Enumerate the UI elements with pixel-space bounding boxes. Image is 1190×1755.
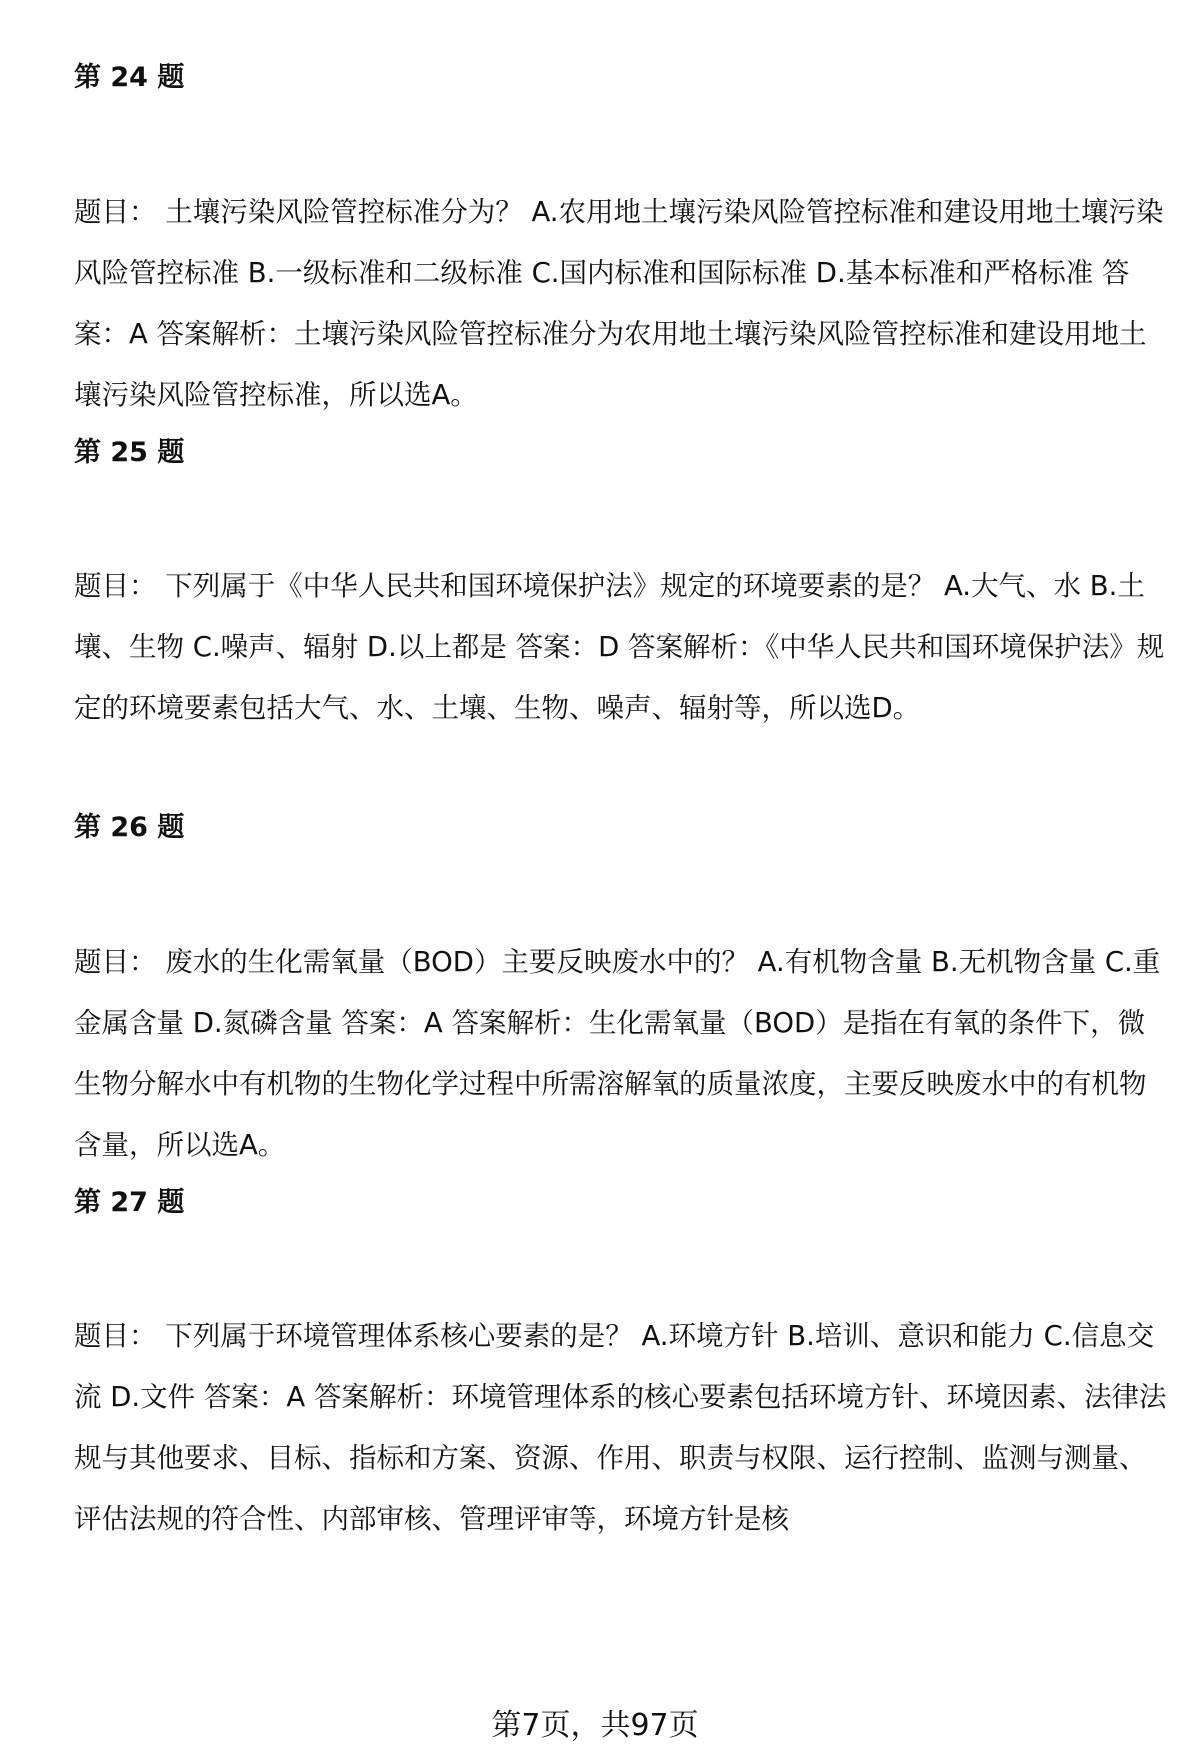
question-body: 题目： 土壤污染风险管控标准分为？ A.农用地土壤污染风险管控标准和建设用地土壤污染风险管控标准 B.一级标准和二级标准 C.国内标准和国际标准 D.基本标准和严格标准 答案：A 答案解析：土壤污染风险管控标准分为农用地土壤污染风险管控标准和建设用地土壤污染风险管控标准，所以选A。	[74, 196, 1164, 411]
question-heading: 第 25 题	[74, 437, 185, 468]
question-body: 题目： 下列属于《中华人民共和国环境保护法》规定的环境要素的是？ A.大气、水 B.土壤、生物 C.噪声、辐射 D.以上都是 答案：D 答案解析：《中华人民共和国环境保护法》规定的环境要素包括大气、水、土壤、生物、噪声、辐射等，所以选D。	[74, 570, 1165, 724]
question-heading: 第 24 题	[74, 62, 185, 93]
page-number-footer: 第7页，共97页	[491, 1708, 699, 1743]
question-heading: 第 27 题	[74, 1187, 185, 1218]
question-heading: 第 26 题	[74, 812, 185, 843]
question-body: 题目： 下列属于环境管理体系核心要素的是？ A.环境方针 B.培训、意识和能力 C.信息交流 D.文件 答案：A 答案解析：环境管理体系的核心要素包括环境方针、环境因素、法律法规与其他要求、目标、指标和方案、资源、作用、职责与权限、运行控制、监测与测量、评估法规的符合性、内部审核、管理评审等，环境方针是核	[74, 1320, 1167, 1535]
question-body: 题目： 废水的生化需氧量（BOD）主要反映废水中的？ A.有机物含量 B.无机物含量 C.重金属含量 D.氮磷含量 答案：A 答案解析：生化需氧量（BOD）是指在有氧的条件下，微生物分解水中有机物的生物化学过程中所需溶解氧的质量浓度，主要反映废水中的有机物含量，所以选A。	[74, 946, 1161, 1161]
